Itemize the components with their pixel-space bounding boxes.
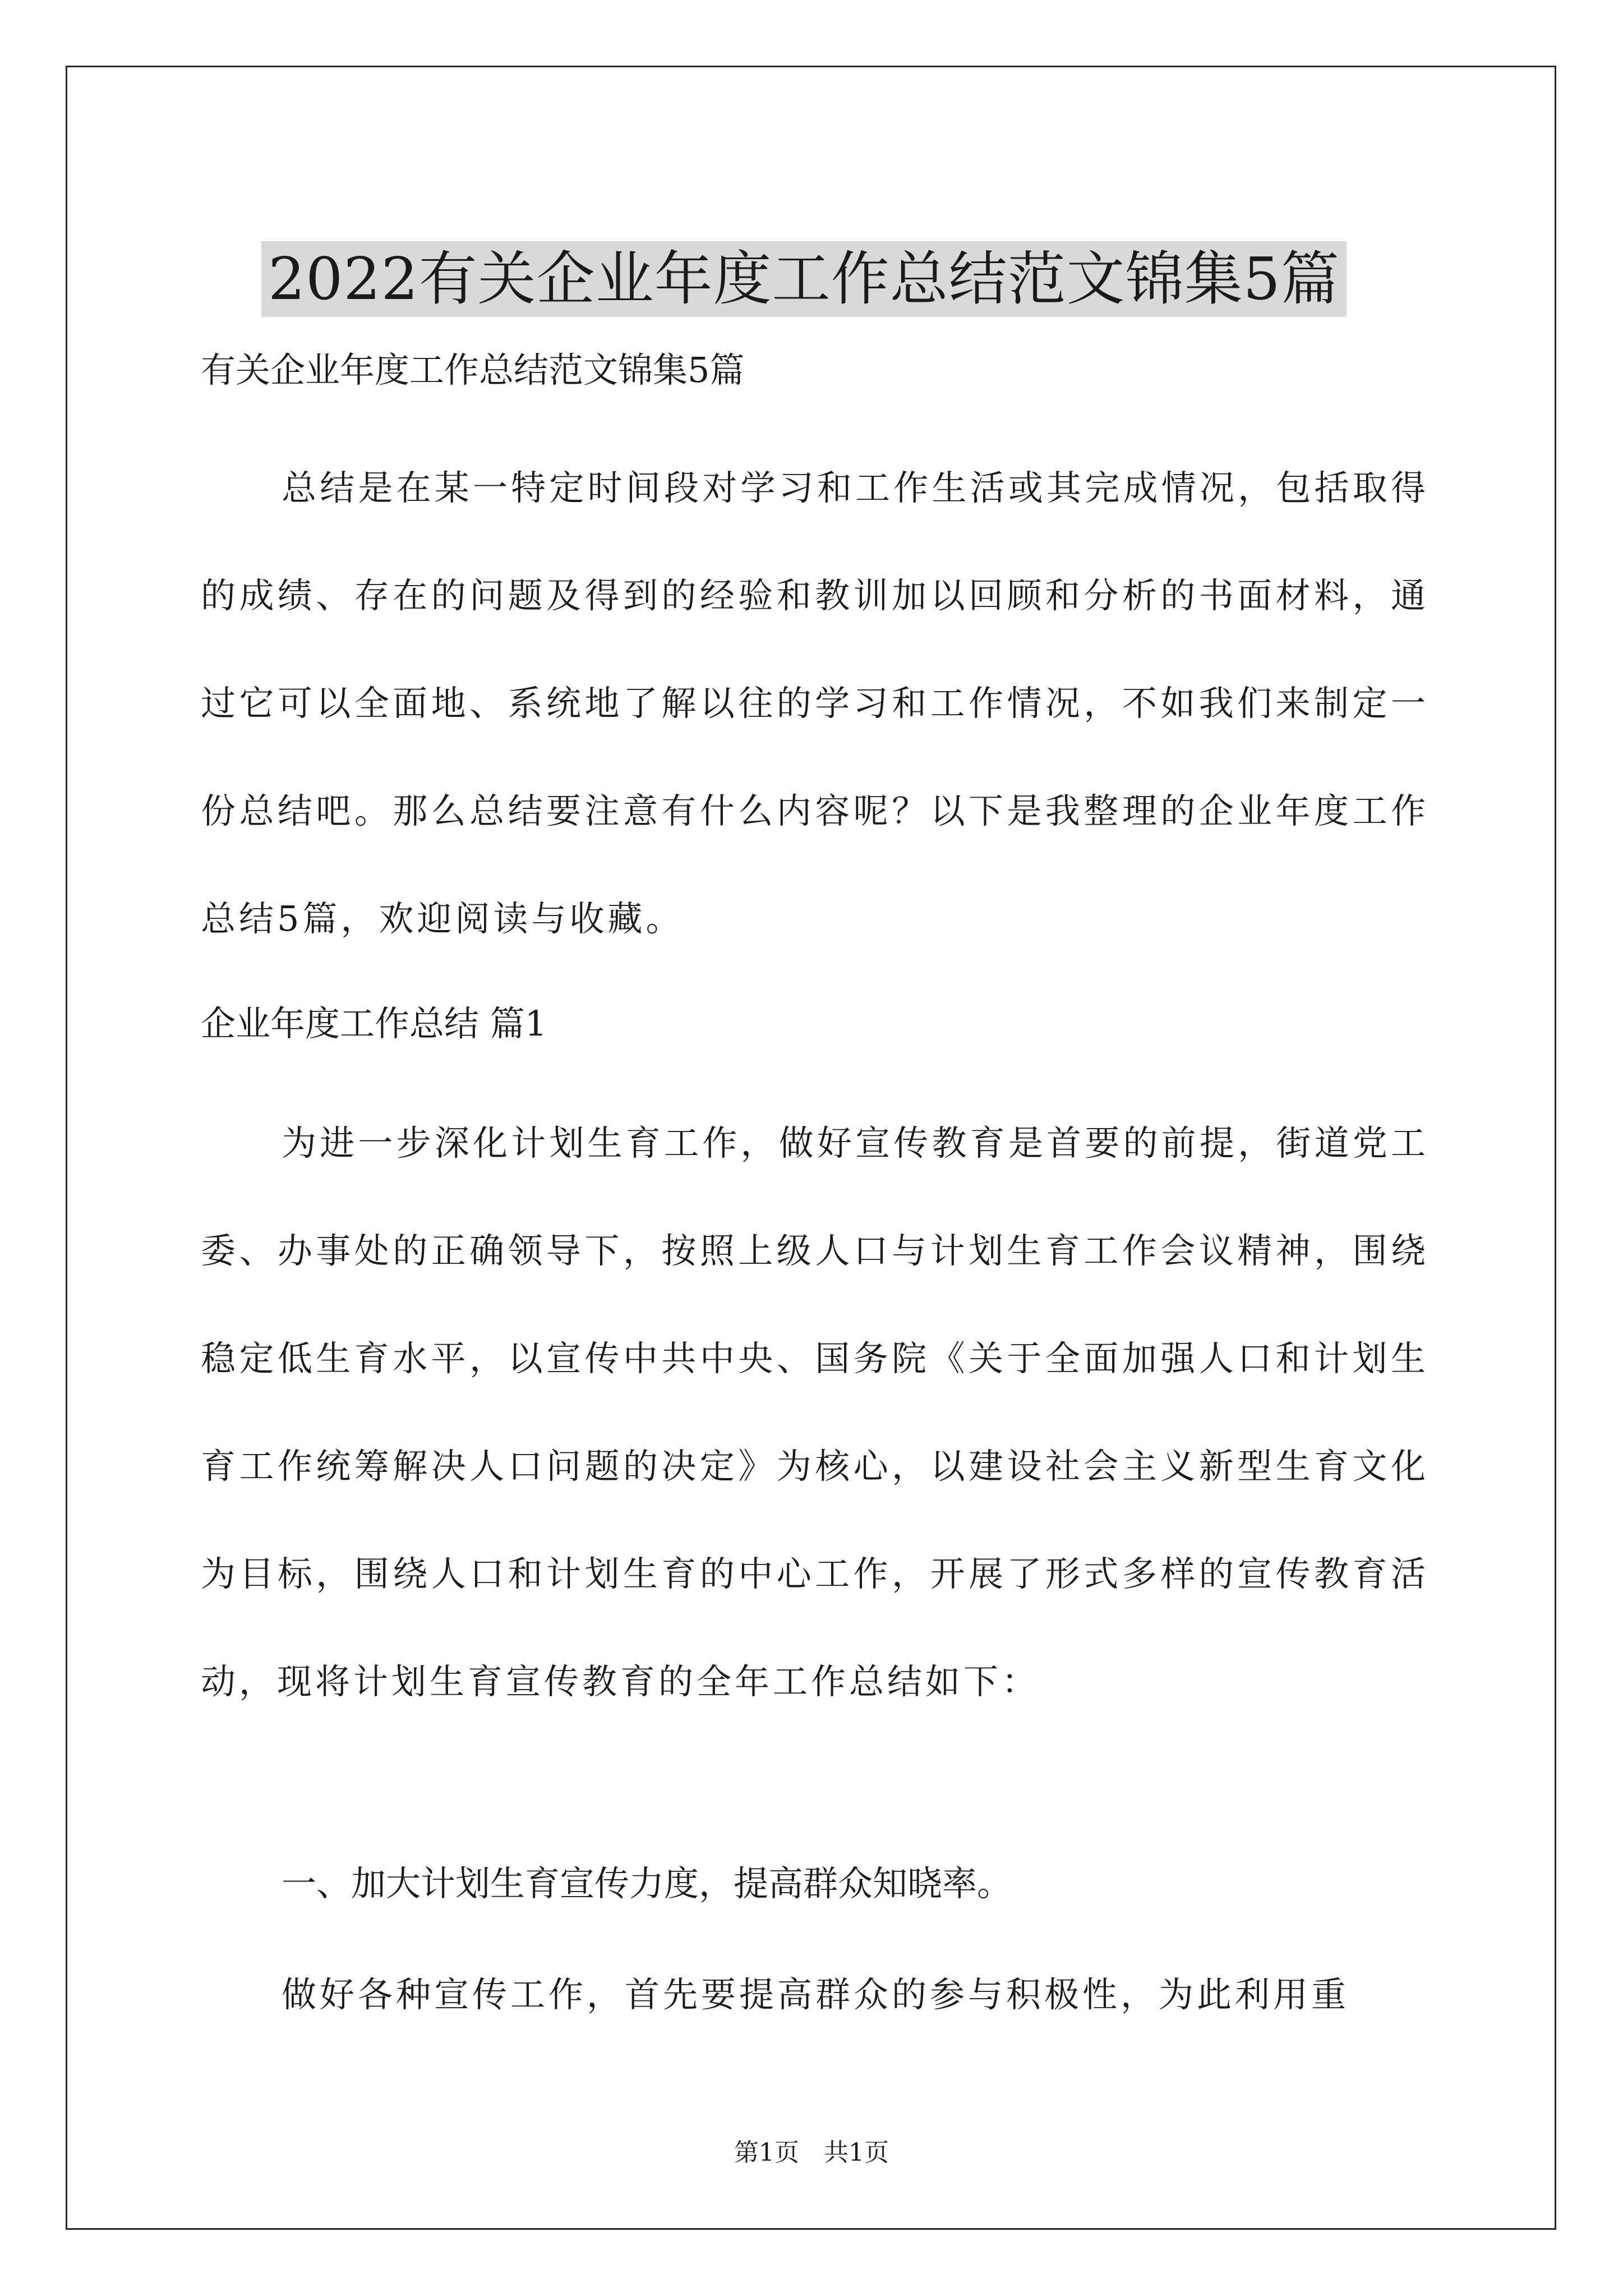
point-one-heading: 一、加大计划生育宣传力度，提高群众知晓率。: [282, 1863, 1012, 1904]
point-one-paragraph: 做好各种宣传工作，首先要提高群众的参与积极性，为此利用重: [282, 1974, 1350, 2015]
page-footer: 第1页 共1页: [734, 2138, 889, 2167]
document-title: 2022有关企业年度工作总结范文锦集5篇: [261, 241, 1347, 317]
document-subtitle: 有关企业年度工作总结范文锦集5篇: [201, 349, 745, 390]
section-heading: 企业年度工作总结 篇1: [201, 1003, 547, 1044]
section-paragraph: 为进一步深化计划生育工作，做好宣传教育是首要的前提，街道党工委、办事处的正确领导下，按照上级人口与计划生育工作会议精神，围绕稳定低生育水平，以宣传中共中央、国务院《关于全面加强人口和计划生育工作统筹解决人口问题的决定》为核心，以建设社会主义新型生育文化为目标，围绕人口和计划生育的中心工作，开展了形式多样的宣传教育活动，现将计划生育宣传教育的全年工作总结如下：: [201, 1122, 1429, 1702]
intro-paragraph: 总结是在某一特定时间段对学习和工作生活或其完成情况，包括取得的成绩、存在的问题及得到的经验和教训加以回顾和分析的书面材料，通过它可以全面地、系统地了解以往的学习和工作情况，不如我们来制定一份总结吧。那么总结要注意有什么内容呢？以下是我整理的企业年度工作总结5篇，欢迎阅读与收藏。: [201, 467, 1429, 939]
